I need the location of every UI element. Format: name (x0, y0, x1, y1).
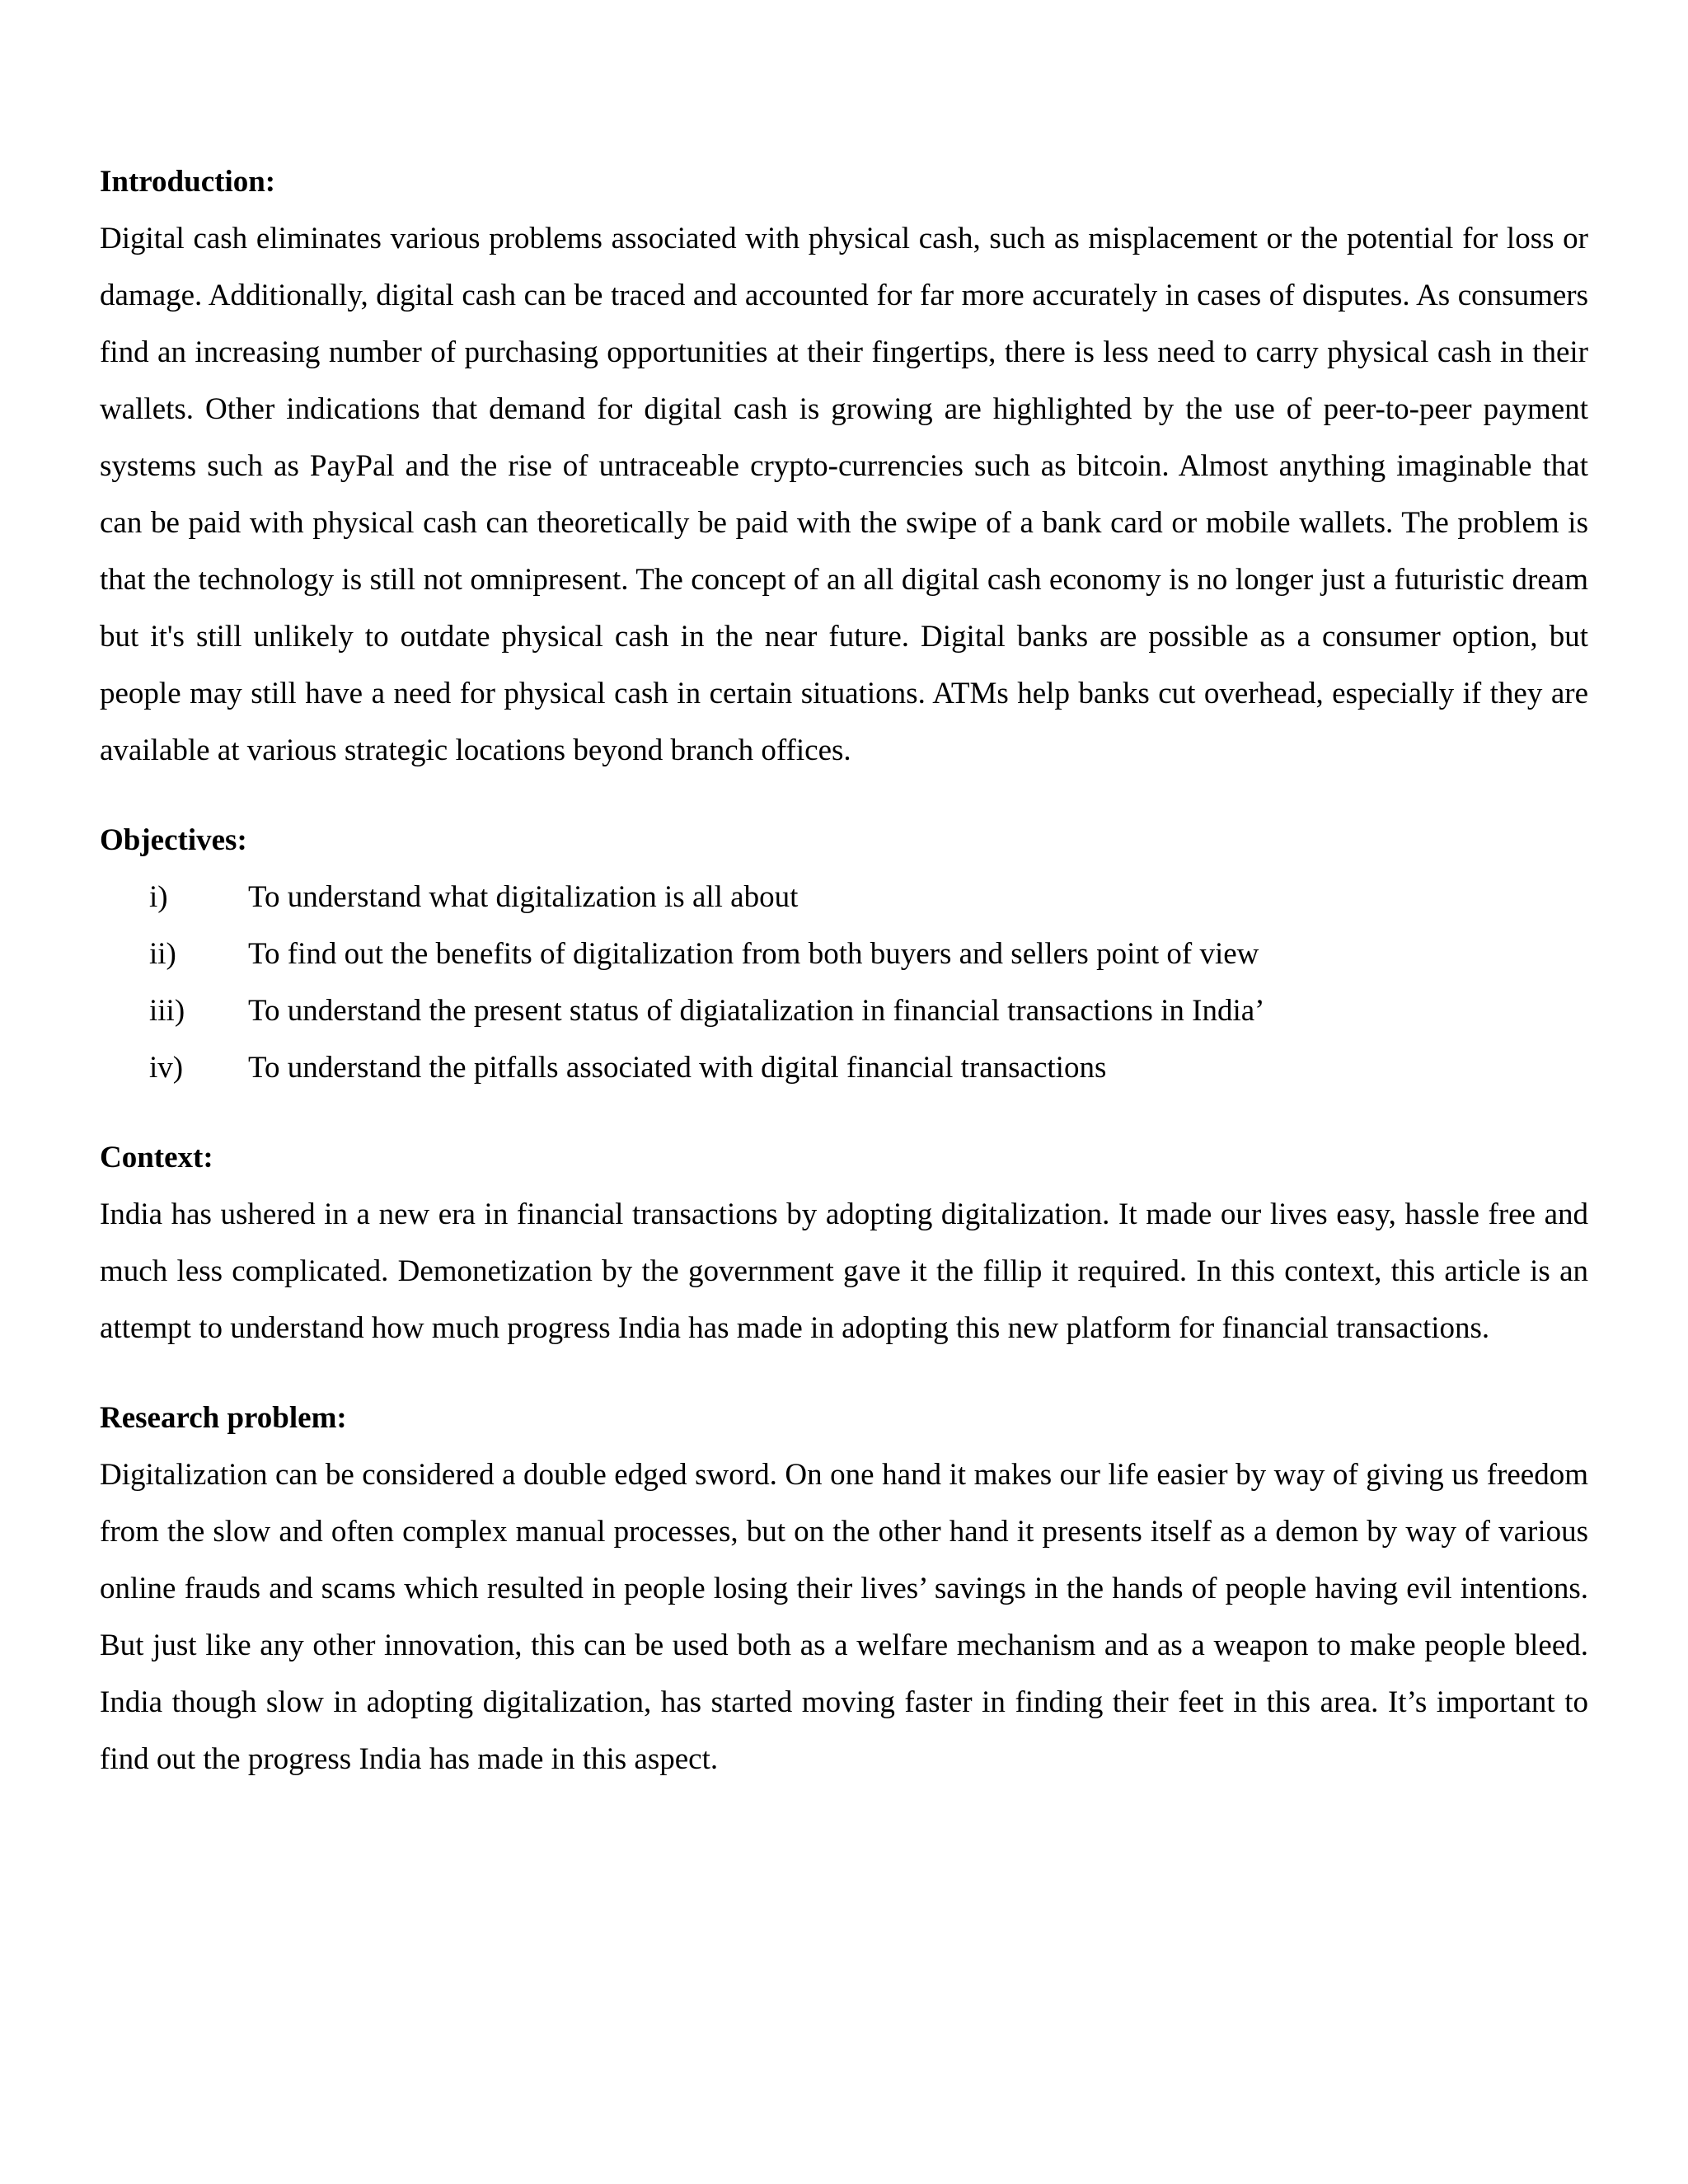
research-problem-section (100, 1390, 1588, 1788)
research-problem-heading: Research problem: (100, 1401, 347, 1435)
list-item (100, 982, 1588, 1039)
introduction-paragraph: Digital cash eliminates various problems associated with physical cash, such as misplacement or the potential for loss or damage. Additionally, digital cash can be traced and accounted for far more accurately in cases of disputes. As consumers find an increasing number of purchasing opportunities at their fingertips, there is less need to carry physical cash in their wallets. Other indications that demand for digital cash is growing are highlighted by the use of peer-to-peer payment systems such as PayPal and the rise of untraceable crypto-currencies such as bitcoin. Almost anything imaginable that can be paid with physical cash can theoretically be paid with the swipe of a bank card or mobile wallets. The problem is that the technology is still not omnipresent. The concept of an all digital cash economy is no longer just a futuristic dream but it's still unlikely to outdate physical cash in the near future. Digital banks are possible as a consumer option, but people may still have a need for physical cash in certain situations. ATMs help banks cut overhead, especially if they are available at various strategic locations beyond branch offices. (100, 222, 1588, 767)
list-item-number: iv) (149, 1051, 184, 1085)
research-problem-paragraph: Digitalization can be considered a double edged sword. On one hand it makes our life easier by way of giving us freedom from the slow and often complex manual processes, but on the other hand it presents itself as a demon by way of various online frauds and scams which resulted in people losing their lives’ savings in the hands of people having evil intentions. But just like any other innovation, this can be used both as a welfare mechanism and as a weapon to make people bleed. India though slow in adopting digitalization, has started moving faster in finding their feet in this area. It’s important to find out the progress India has made in this aspect. (100, 1458, 1588, 1776)
document-page (100, 153, 1588, 1821)
introduction-section (100, 153, 1588, 779)
list-item-text: To find out the benefits of digitalization from both buyers and sellers point of view (248, 937, 1259, 971)
objectives-heading: Objectives: (100, 823, 247, 857)
introduction-heading: Introduction: (100, 165, 276, 199)
objectives-section (100, 812, 1588, 1096)
list-item-number: ii) (149, 937, 176, 971)
list-item-number: iii) (149, 994, 185, 1028)
list-item-number: i) (149, 880, 168, 914)
list-item-text: To understand the present status of digiatalization in financial transactions in India’ (248, 994, 1265, 1028)
list-item (100, 1039, 1588, 1096)
list-item (100, 926, 1588, 982)
context-paragraph: India has ushered in a new era in financial transactions by adopting digitalization. It made our lives easy, hassle free and much less complicated. Demonetization by the government gave it the fillip it required. In this context, this article is an attempt to understand how much progress India has made in adopting this new platform for financial transactions. (100, 1197, 1588, 1345)
objectives-list (100, 869, 1588, 1096)
context-section (100, 1129, 1588, 1357)
list-item-text: To understand what digitalization is all about (248, 880, 799, 914)
list-item (100, 869, 1588, 926)
list-item-text: To understand the pitfalls associated with digital financial transactions (248, 1051, 1107, 1085)
context-heading: Context: (100, 1141, 213, 1174)
